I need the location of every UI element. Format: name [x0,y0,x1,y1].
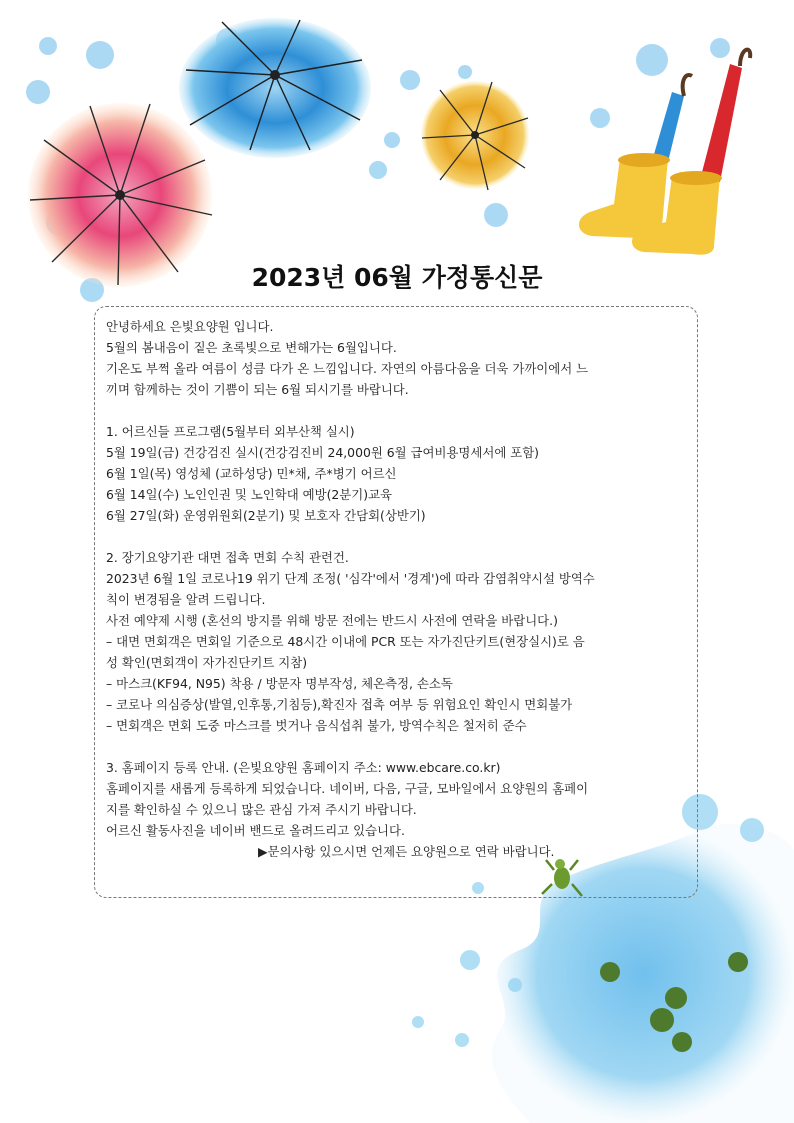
blue-umbrella [179,18,371,158]
section-programs [106,421,692,526]
section-homepage [106,757,692,841]
section-visit-rules [106,547,692,736]
spacer [106,400,692,421]
list-item: 2023년 6월 1일 코로나19 위기 단계 조정( '심각'에서 '경계')에 따라 감염취약시설 방역수 [106,571,595,586]
list-item: 칙이 변경됨을 알려 드립니다. [106,592,266,607]
list-item: – 대면 면회객은 면회일 기준으로 48시간 이내에 PCR 또는 자가진단키트(현장실시)로 음 [106,634,585,649]
list-item: – 면회객은 면회 도중 마스크를 벗거나 음식섭취 불가, 방역수칙은 철저히 준수 [106,718,527,733]
list-item: 6월 1일(목) 영성체 (교하성당) 민*채, 주*병기 어르신 [106,466,397,481]
greeting-line: 5월의 봄내음이 짙은 초록빛으로 변해가는 6월입니다. [106,340,397,355]
list-item: 홈페이지를 새롭게 등록하게 되었습니다. 네이버, 다음, 구글, 모바일에서 요양원의 홈페이 [106,781,589,796]
spacer [106,736,692,757]
list-item: – 코로나 의심증상(발열,인후통,기침등),확진자 접촉 여부 등 위험요인 확인시 면회불가 [106,697,573,712]
greeting-section [106,316,692,400]
yellow-umbrella [421,81,529,190]
newsletter-body [106,316,692,862]
list-item: 어르신 활동사진을 네이버 밴드로 올려드리고 있습니다. [106,823,405,838]
page-title: 2023년 06월 가정통신문 [251,263,543,292]
greeting-line: 기온도 부쩍 올라 여름이 성큼 다가 온 느낌입니다. 자연의 아름다움을 더욱 가까이에서 느 [106,361,589,376]
section-heading: 3. 홈페이지 등록 안내. (은빛요양원 홈페이지 주소: www.ebcare.co.kr) [106,760,501,775]
spacer [106,526,692,547]
list-item: 성 확인(면회객이 자가진단키트 지참) [106,655,308,670]
closing-note: ▶문의사항 있으시면 언제든 요양원으로 연락 바랍니다. [258,844,555,859]
greeting-line: 안녕하세요 은빛요양원 입니다. [106,319,274,334]
section-heading: 2. 장기요양기관 대면 접촉 면회 수칙 관련건. [106,550,349,565]
list-item: 6월 27일(화) 운영위원회(2분기) 및 보호자 간담회(상반기) [106,508,426,523]
section-heading: 1. 어르신들 프로그램(5월부터 외부산책 실시) [106,424,355,439]
list-item: 사전 예약제 시행 (혼선의 방지를 위해 방문 전에는 반드시 사전에 연락을 바랍니다.) [106,613,558,628]
greeting-line: 끼며 함께하는 것이 기쁨이 되는 6월 되시기를 바랍니다. [106,382,409,397]
list-item: 5월 19일(금) 건강검진 실시(건강검진비 24,000원 6월 급여비용명세서에 포함) [106,445,539,460]
list-item: 6월 14일(수) 노인인권 및 노인학대 예방(2분기)교육 [106,487,393,502]
rain-boots-with-umbrellas [579,50,750,255]
list-item: 지를 확인하실 수 있으니 많은 관심 가져 주시기 바랍니다. [106,802,417,817]
list-item: – 마스크(KF94, N95) 착용 / 방문자 명부작성, 체온측정, 손소독 [106,676,453,691]
